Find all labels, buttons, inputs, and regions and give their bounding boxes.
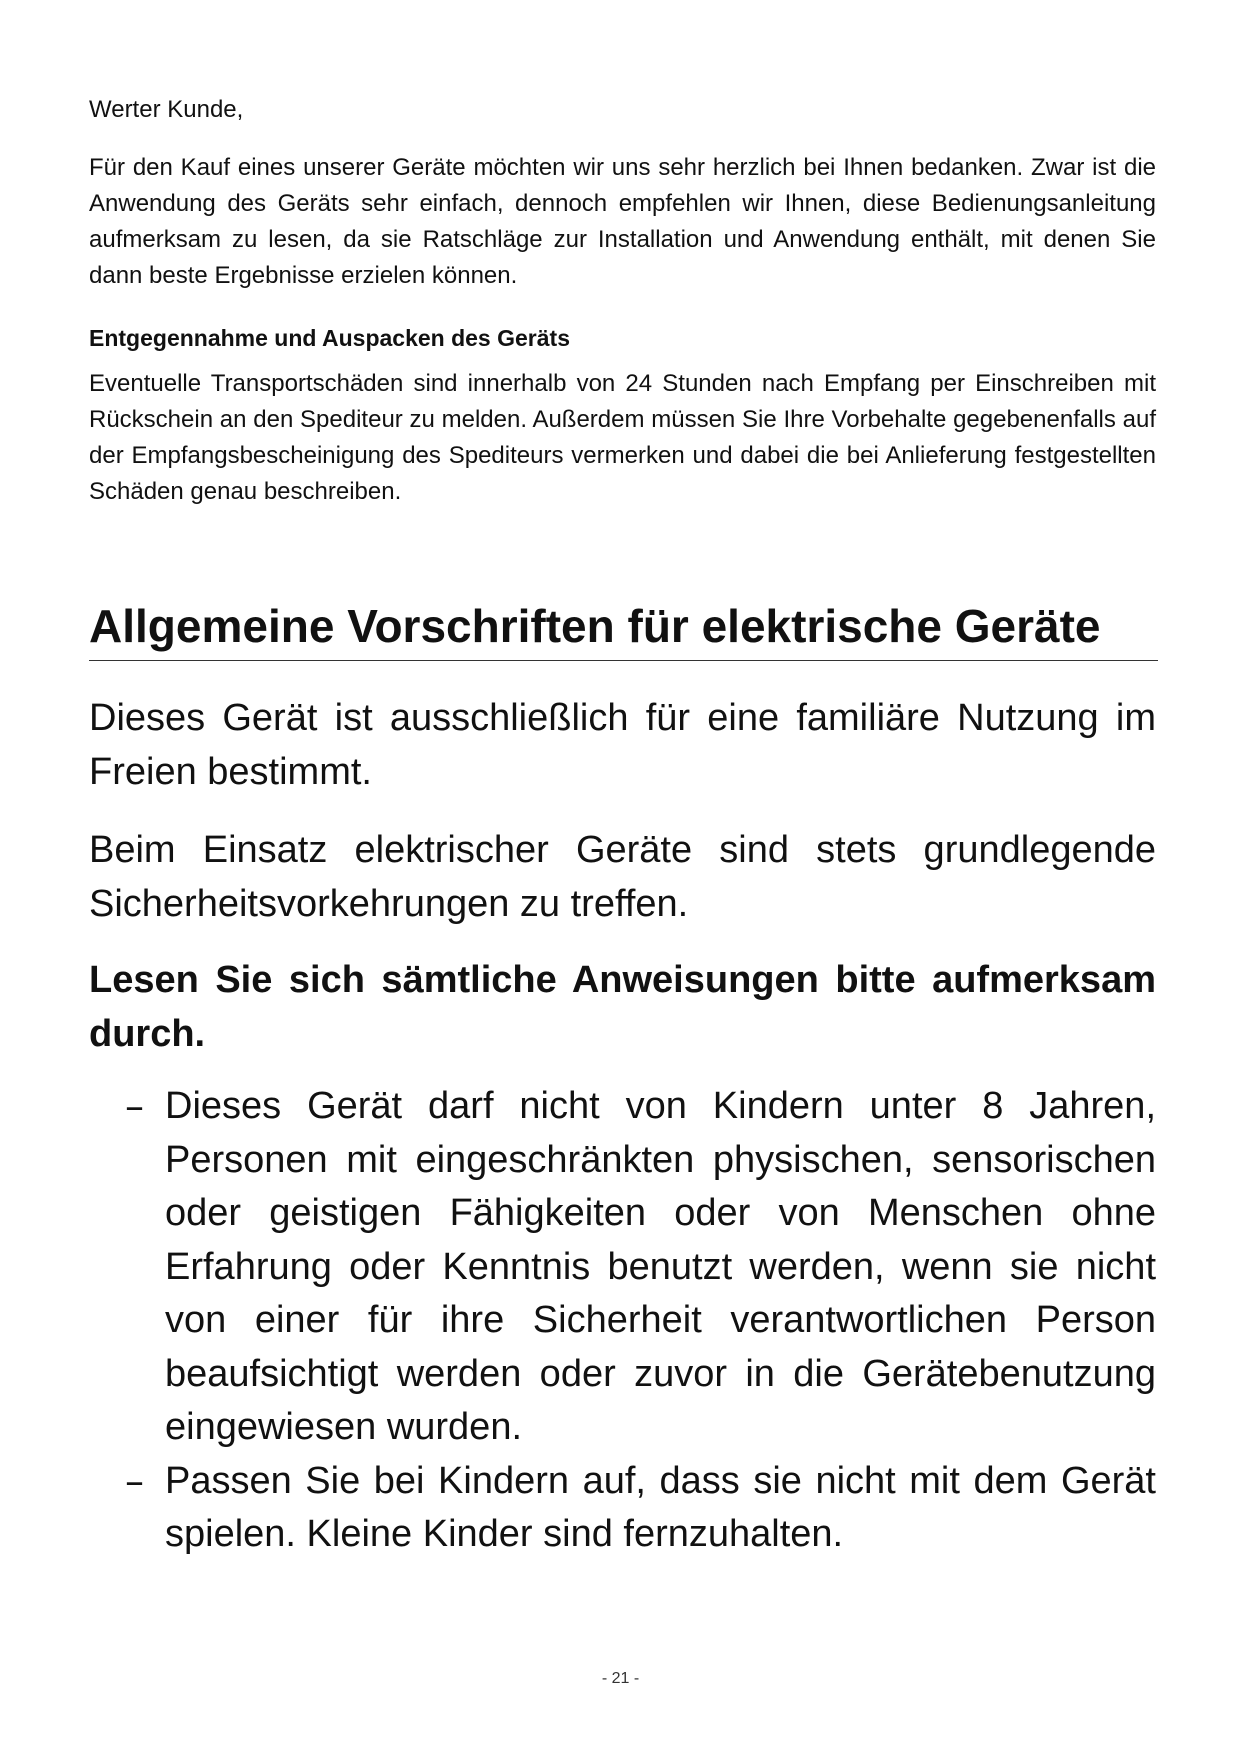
safety-list <box>89 1080 1156 1562</box>
safety-paragraph: Beim Einsatz elektrischer Geräte sind stets grundlegende Sicherheitsvorkehrungen zu treffen. <box>89 829 1156 925</box>
intro-paragraph: Für den Kauf eines unserer Geräte möchten wir uns sehr herzlich bei Ihnen bedanken. Zwar ist die Anwendung des Geräts sehr einfach, dennoch empfehlen wir Ihnen, diese Bedienungsanleitung aufmerksam zu lesen, da sie Ratschläge zur Installation und Anwendung enthält, mit denen Sie dann beste Ergebnisse erzielen können. <box>89 154 1156 289</box>
page-number: - 21 - <box>601 1670 640 1687</box>
list-item-text: Passen Sie bei Kindern auf, dass sie nicht mit dem Gerät spielen. Kleine Kinder sind fernzuhalten. <box>165 1459 1156 1555</box>
greeting: Werter Kunde, <box>89 96 244 123</box>
unpacking-heading: Entgegennahme und Auspacken des Geräts <box>89 325 570 351</box>
list-item <box>89 1455 1156 1562</box>
section-title: Allgemeine Vorschriften für elektrische Geräte <box>89 596 1158 661</box>
unpacking-paragraph: Eventuelle Transportschäden sind innerhalb von 24 Stunden nach Empfang per Einschreiben mit Rückschein an den Spediteur zu melden. Außerdem müssen Sie Ihre Vorbehalte gegebenenfalls auf der Empfangsbescheinigung des Spediteurs vermerken und dabei die bei Anlieferung festgestellten Schäden genau beschreiben. <box>89 370 1156 505</box>
dash-bullet-icon: – <box>125 1084 144 1128</box>
usage-paragraph: Dieses Gerät ist ausschließlich für eine familiäre Nutzung im Freien bestimmt. <box>89 697 1156 793</box>
list-item <box>89 1080 1156 1455</box>
read-instructions-paragraph: Lesen Sie sich sämtliche Anweisungen bitte aufmerksam durch. <box>89 959 1156 1055</box>
dash-bullet-icon: – <box>125 1458 144 1503</box>
list-item-text: Dieses Gerät darf nicht von Kindern unter 8 Jahren, Personen mit eingeschränkten physischen, sensorischen oder geistigen Fähigkeiten oder von Menschen ohne Erfahrung oder Kenntnis benutzt werden, wenn sie nicht von einer für ihre Sicherheit verantwortlichen Person beaufsichtigt werden oder zuvor in die Gerätebenutzung eingewiesen wurden. <box>165 1085 1156 1448</box>
